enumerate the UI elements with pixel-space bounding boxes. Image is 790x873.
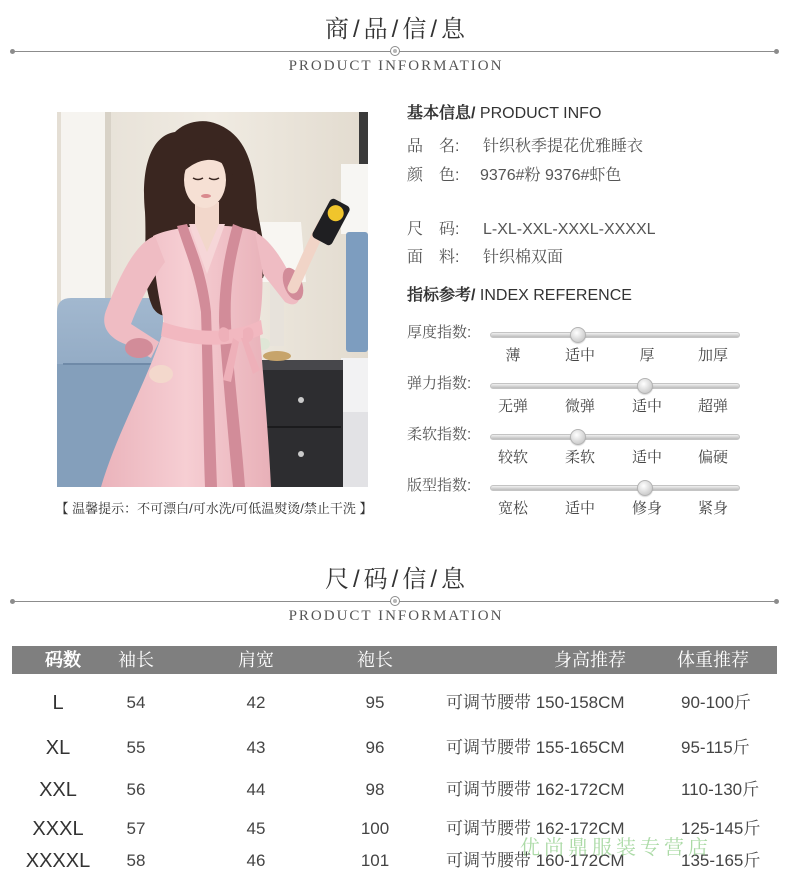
cell-size: XXXXL	[25, 850, 91, 872]
header-sleeve: 袖长	[118, 650, 154, 670]
basic-info-title-en: PRODUCT INFO	[475, 105, 602, 122]
index-softness	[0, 423, 790, 469]
section-divider	[12, 51, 777, 52]
header-height: 身高推荐	[554, 650, 626, 670]
index-thickness	[0, 321, 790, 367]
table-row	[12, 778, 777, 802]
divider-ornament-icon	[390, 46, 400, 56]
cell-weight: 95-115斤	[681, 738, 750, 757]
cell-shoulder: 43	[246, 738, 266, 757]
care-tip: 【 温馨提示：不可漂白/可水洗/可低温熨烫/禁止干洗 】	[55, 501, 373, 516]
index-elasticity	[0, 372, 790, 418]
index-slider-track	[490, 485, 740, 491]
index-option: 适中	[631, 398, 662, 415]
header-length: 袍长	[357, 650, 393, 670]
info-value: 针织棉双面	[483, 249, 564, 266]
index-slider-knob	[637, 480, 653, 496]
index-option: 修身	[631, 500, 662, 517]
divider-end-dot	[10, 49, 15, 54]
index-label: 柔软指数:	[407, 426, 472, 443]
index-slider-knob	[570, 327, 586, 343]
cell-size: XL	[45, 737, 71, 759]
cell-length: 96	[365, 738, 385, 757]
index-option: 较软	[497, 449, 528, 466]
store-watermark: 优尚鼎服装专营店	[520, 837, 712, 859]
table-row	[12, 691, 777, 715]
index-option: 厚	[639, 347, 655, 364]
index-option: 宽松	[497, 500, 528, 517]
index-option: 适中	[631, 449, 662, 466]
index-option: 紧身	[697, 500, 728, 517]
table-row	[12, 736, 777, 760]
cell-weight: 110-130斤	[681, 780, 760, 799]
index-label: 版型指数:	[407, 477, 472, 494]
cell-weight: 90-100斤	[681, 693, 751, 712]
info-label: 面 料:	[407, 249, 460, 266]
index-reference-title	[407, 285, 777, 307]
info-value: 9376#粉 9376#虾色	[480, 167, 622, 184]
cell-size: XXL	[39, 779, 77, 801]
basic-info-title-cn: 基本信息/	[407, 105, 476, 122]
cell-length: 101	[360, 851, 390, 870]
index-option: 无弹	[497, 398, 528, 415]
cell-sleeve: 56	[126, 780, 146, 799]
header-size: 码数	[45, 650, 81, 670]
cell-height: 可调节腰带 162-172CM	[446, 819, 625, 838]
divider-end-dot	[774, 49, 779, 54]
cell-height: 可调节腰带 162-172CM	[446, 780, 625, 799]
size-info-title: 尺/码/信/息	[324, 566, 469, 593]
index-label: 厚度指数:	[407, 324, 472, 341]
divider-end-dot	[774, 599, 779, 604]
cell-height: 可调节腰带 160-172CM	[446, 851, 625, 870]
cell-sleeve: 57	[126, 819, 146, 838]
cell-shoulder: 44	[246, 780, 266, 799]
cell-sleeve: 54	[126, 693, 146, 712]
header-weight: 体重推荐	[677, 650, 749, 670]
index-option: 柔软	[564, 449, 595, 466]
info-row-size	[407, 219, 777, 241]
cell-sleeve: 55	[126, 738, 146, 757]
cell-length: 95	[365, 693, 385, 712]
cell-length: 98	[365, 780, 385, 799]
cell-size: XXXL	[32, 818, 84, 840]
index-reference-title-cn: 指标参考/	[407, 287, 476, 304]
size-info-subtitle: PRODUCT INFORMATION	[288, 608, 504, 624]
cell-shoulder: 42	[246, 693, 266, 712]
index-option: 偏硬	[697, 449, 728, 466]
info-row-color	[407, 165, 777, 187]
header-shoulder: 肩宽	[238, 650, 274, 670]
divider-end-dot	[10, 599, 15, 604]
product-info-subtitle: PRODUCT INFORMATION	[288, 58, 504, 74]
basic-info-title	[407, 103, 777, 125]
cell-shoulder: 46	[246, 851, 266, 870]
index-option: 加厚	[697, 347, 728, 364]
info-value: 针织秋季提花优雅睡衣	[483, 138, 644, 155]
cell-sleeve: 58	[126, 851, 146, 870]
index-slider-track	[490, 383, 740, 389]
cell-weight: 135-165斤	[681, 851, 761, 870]
cell-length: 100	[360, 819, 390, 838]
index-option: 超弹	[697, 398, 728, 415]
index-option: 微弹	[564, 398, 595, 415]
cell-height: 可调节腰带 150-158CM	[446, 693, 625, 712]
size-table-header	[12, 646, 777, 674]
divider-ornament-icon	[390, 596, 400, 606]
index-reference-title-en: INDEX REFERENCE	[475, 287, 632, 304]
index-fit	[0, 474, 790, 520]
index-option: 适中	[564, 500, 595, 517]
index-slider-knob	[570, 429, 586, 445]
info-label: 品 名:	[407, 138, 460, 155]
index-slider-track	[490, 332, 740, 338]
info-value: L-XL-XXL-XXXL-XXXXL	[483, 221, 656, 238]
cell-weight: 125-145斤	[681, 819, 761, 838]
info-row-fabric	[407, 247, 777, 269]
section-divider	[12, 601, 777, 602]
index-slider-track	[490, 434, 740, 440]
index-label: 弹力指数:	[407, 375, 472, 392]
index-option: 适中	[564, 347, 595, 364]
cell-shoulder: 45	[246, 819, 266, 838]
cell-height: 可调节腰带 155-165CM	[446, 738, 625, 757]
cell-size: L	[52, 692, 64, 714]
info-row-name	[407, 136, 777, 158]
info-label: 尺 码:	[407, 221, 460, 238]
index-option: 薄	[505, 347, 521, 364]
index-slider-knob	[637, 378, 653, 394]
info-label: 颜 色:	[407, 167, 460, 184]
product-info-title: 商/品/信/息	[324, 16, 469, 43]
